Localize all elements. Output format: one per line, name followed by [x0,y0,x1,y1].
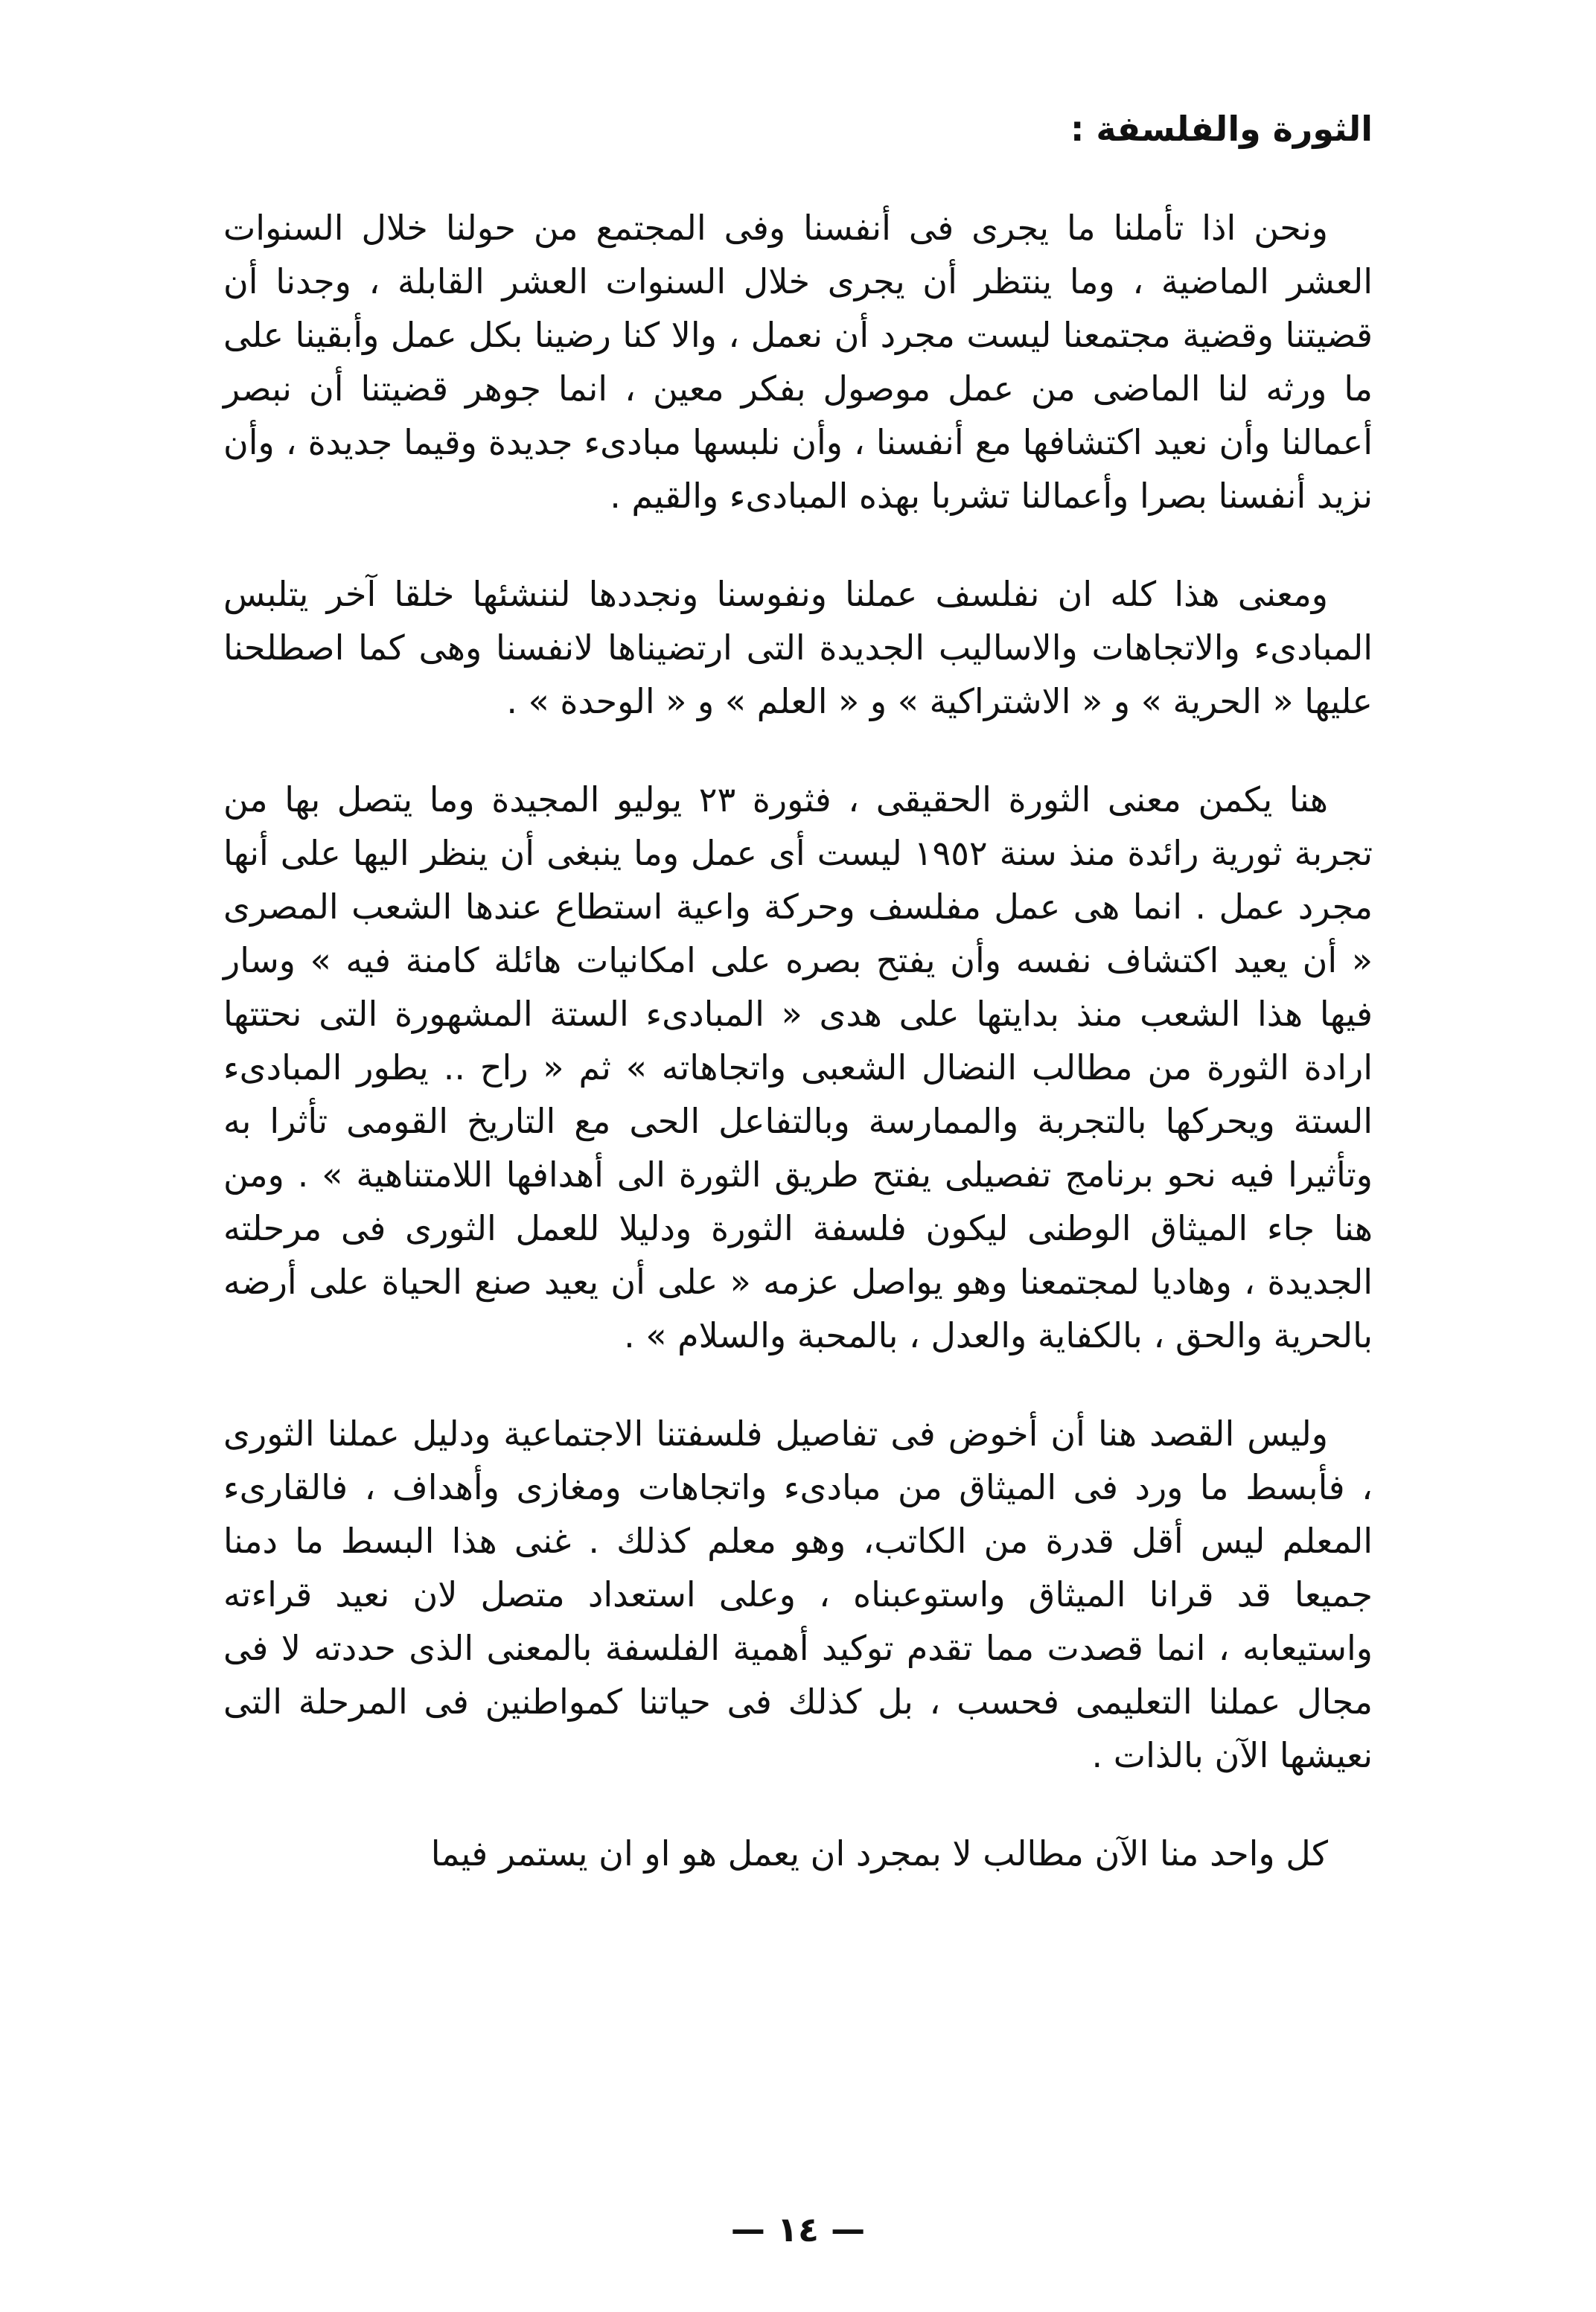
paragraph-text: هنا يكمن معنى الثورة الحقيقى ، فثورة ٢٣ يوليو المجيدة وما يتصل بها من تجربة ثورية رائدة منذ سنة ١٩٥٢ ليست أى عمل وما ينبغى أن ينظر اليها على أنها مجرد عمل . انما هى عمل مفلسف وحركة واعية استطاع عندها الشعب المصرى « أن يعيد اكتشاف نفسه وأن يفتح بصره على امكانيات هائلة كامنة فيه » وسار فيها هذا الشعب منذ بدايتها على هدى « المبادىء الستة المشهورة التى نحتتها ارادة الثورة من مطالب النضال الشعبى واتجاهاته » ثم « راح .. يطور المبادىء الستة ويحركها بالتجربة والممارسة وبالتفاعل الحى مع التاريخ القومى تأثرا به وتأثيرا فيه نحو برنامج تفصيلى يفتح طريق الثورة الى أهدافها اللامتناهية » . ومن هنا جاء الميثاق الوطنى ليكون فلسفة الثورة ودليلا للعمل الثورى فى مرحلته الجديدة ، وهاديا لمجتمعنا وهو يواصل عزمه « على أن يعيد صنع الحياة على أرضه بالحرية والحق ، بالكفاية والعدل ، بالمحبة والسلام » . [223,779,1373,1355]
paragraph [223,1827,1373,1880]
paragraph-text: ونحن اذا تأملنا ما يجرى فى أنفسنا وفى المجتمع من حولنا خلال السنوات العشر الماضية ، وما ينتظر أن يجرى خلال السنوات العشر القابلة ، وجدنا أن قضيتنا وقضية مجتمعنا ليست مجرد أن نعمل ، والا كنا رضينا بكل عمل وأبقينا على ما ورثه لنا الماضى من عمل موصول بفكر معين ، انما جوهر قضيتنا أن نبصر أعمالنا وأن نعيد اكتشافها مع أنفسنا ، وأن نلبسها مبادىء جديدة وقيما جديدة ، وأن نزيد أنفسنا بصرا وأعمالنا تشربا بهذه المبادىء والقيم . [223,208,1373,516]
paragraph [223,567,1373,728]
paragraph [223,1407,1373,1782]
paragraph-text: وليس القصد هنا أن أخوض فى تفاصيل فلسفتنا الاجتماعية ودليل عملنا الثورى ، فأبسط ما ورد فى الميثاق من مبادىء واتجاهات ومغازى وأهداف ، فالقارىء المعلم ليس أقل قدرة من الكاتب، وهو معلم كذلك . غنى هذا البسط ما دمنا جميعا قد قرانا الميثاق واستوعبناه ، وعلى استعداد متصل لان نعيد قراءته واستيعابه ، انما قصدت مما تقدم توكيد أهمية الفلسفة بالمعنى الذى حددته لا فى مجال عملنا التعليمى فحسب ، بل كذلك فى حياتنا كمواطنين فى المرحلة التى نعيشها الآن بالذات . [223,1414,1373,1775]
section-heading: الثورة والفلسفة : [1070,109,1373,149]
paragraph-text: ومعنى هذا كله ان نفلسف عملنا ونفوسنا ونجددها لننشئها خلقا آخر يتلبس المبادىء والاتجاهات والاساليب الجديدة التى ارتضيناها لانفسنا وهى كما اصطلحنا عليها « الحرية » و « الاشتراكية » و « العلم » و « الوحدة » . [223,574,1373,721]
paragraph [223,201,1373,523]
paragraph-text: كل واحد منا الآن مطالب لا بمجرد ان يعمل هو او ان يستمر فيما [430,1833,1328,1874]
paragraph [223,773,1373,1362]
page-number: — ١٤ — [730,2209,866,2249]
body-text [223,201,1373,1925]
